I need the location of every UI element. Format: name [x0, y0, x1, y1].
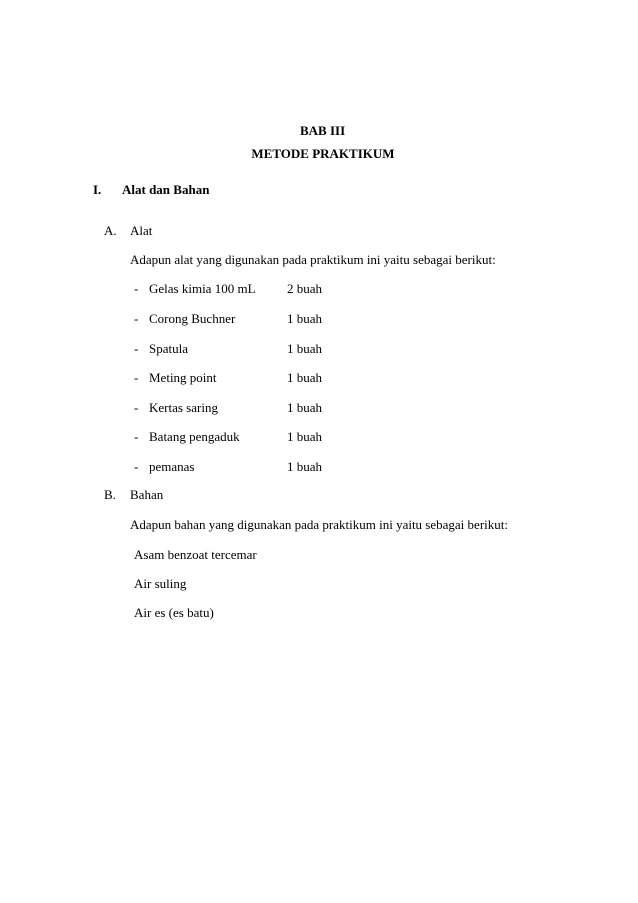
item-qty: 2 buah — [287, 281, 323, 296]
item-name: Kertas saring — [149, 400, 218, 415]
item-name: Spatula — [149, 341, 188, 356]
subsection-b-title: Bahan — [130, 487, 164, 502]
list-dash: - — [134, 281, 139, 296]
list-dash: - — [134, 429, 139, 444]
item-qty: 1 buah — [287, 370, 323, 385]
list-dash: - — [134, 400, 139, 415]
section-title: Alat dan Bahan — [122, 182, 210, 197]
item-qty: 1 buah — [287, 341, 323, 356]
chapter-title: METODE PRAKTIKUM — [251, 146, 395, 161]
item-name: Meting point — [149, 370, 217, 385]
list-dash: - — [134, 370, 139, 385]
bahan-intro: Adapun bahan yang digunakan pada praktikum ini yaitu sebagai berikut: — [130, 517, 508, 532]
item-qty: 1 buah — [287, 429, 323, 444]
list-item: Air suling — [134, 576, 187, 591]
item-qty: 1 buah — [287, 459, 323, 474]
list-item: Asam benzoat tercemar — [134, 547, 257, 562]
section-number: I. — [93, 182, 102, 197]
chapter-heading: BAB III — [300, 123, 346, 138]
item-name: Gelas kimia 100 mL — [149, 281, 256, 296]
item-name: pemanas — [149, 459, 195, 474]
item-name: Batang pengaduk — [149, 429, 240, 444]
subsection-a-title: Alat — [130, 223, 153, 238]
item-qty: 1 buah — [287, 400, 323, 415]
item-qty: 1 buah — [287, 311, 323, 326]
list-dash: - — [134, 311, 139, 326]
subsection-b-letter: B. — [104, 487, 116, 502]
list-dash: - — [134, 459, 139, 474]
list-item: Air es (es batu) — [134, 605, 214, 620]
alat-intro: Adapun alat yang digunakan pada praktikum ini yaitu sebagai berikut: — [130, 252, 496, 267]
list-dash: - — [134, 341, 139, 356]
subsection-a-letter: A. — [104, 223, 117, 238]
item-name: Corong Buchner — [149, 311, 236, 326]
